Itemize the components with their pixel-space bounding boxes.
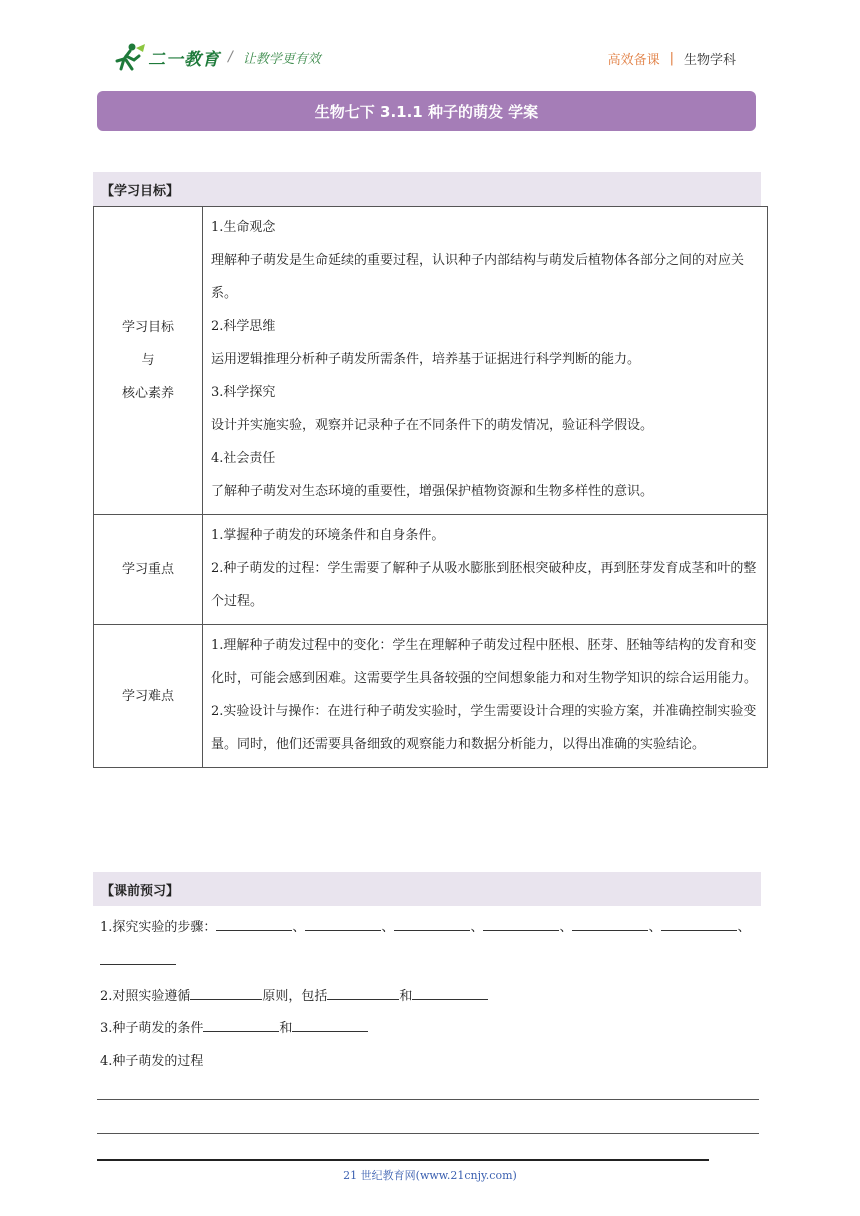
content-line: 2.种子萌发的过程：学生需要了解种子从吸水膨胀到胚根突破种皮，再到胚芽发育成茎和叶的整个过程。: [211, 561, 757, 609]
table-row: [94, 515, 768, 625]
fill-blank[interactable]: [292, 1017, 368, 1032]
fill-blank[interactable]: [190, 985, 262, 1000]
question-text: 2.对照实验遵循: [100, 989, 191, 1004]
content-line: 设计并实施实验，观察并记录种子在不同条件下的萌发情况，验证科学假设。: [211, 418, 654, 433]
content-line: 2.实验设计与操作：在进行种子萌发实验时，学生需要设计合理的实验方案，并准确控制实验变量。同时，他们还需要具备细致的观察能力和数据分析能力，以得出准确的实验结论。: [211, 704, 757, 752]
header-label-a: 高效备课: [607, 53, 660, 68]
question-text: 3.种子萌发的条件: [100, 1021, 204, 1036]
question-text: 原则，包括: [262, 989, 328, 1004]
fill-blank[interactable]: [661, 916, 737, 931]
section-heading-goals: 【学习目标】: [93, 172, 761, 206]
separator: 、: [737, 920, 751, 935]
fill-blank[interactable]: [305, 916, 381, 931]
fill-blank[interactable]: [412, 985, 488, 1000]
logo: [112, 42, 321, 72]
content-line: 1.生命观念: [211, 220, 276, 235]
table-row: [94, 207, 768, 515]
header-separator: |: [669, 51, 674, 66]
label-line: 核心素养: [121, 386, 174, 401]
preview-question-3: [100, 1017, 368, 1036]
label-line: 学习难点: [121, 688, 174, 704]
row-label: [94, 207, 203, 515]
preview-question-4: 4.种子萌发的过程: [100, 1054, 204, 1069]
label-line: 与: [141, 353, 155, 368]
slogan: 让教学更有效: [242, 51, 321, 67]
label-line: 学习重点: [121, 562, 174, 577]
separator: 、: [470, 920, 484, 935]
goals-table: [93, 206, 768, 768]
content-line: 理解种子萌发是生命延续的重要过程，认识种子内部结构与萌发后植物体各部分之间的对应关系。: [211, 253, 745, 301]
row-content: [203, 625, 768, 768]
content-line: 1.理解种子萌发过程中的变化：学生在理解种子萌发过程中胚根、胚芽、胚轴等结构的发育和变化时，可能会感到困难。这需要学生具备较强的空间想象能力和对生物学知识的综合运用能力。: [211, 638, 758, 686]
fill-blank[interactable]: [572, 916, 648, 931]
question-text: 1.探究实验的步骤：: [100, 920, 217, 935]
separator: 、: [292, 920, 306, 935]
answer-line[interactable]: [97, 1099, 759, 1100]
footer-text: 21 世纪教育网(www.21cnjy.com): [343, 1169, 517, 1182]
fill-blank[interactable]: [203, 1017, 279, 1032]
answer-line[interactable]: [97, 1133, 759, 1134]
slogan-divider: /: [228, 49, 233, 65]
label-line: 学习目标: [121, 320, 174, 335]
row-label: [94, 515, 203, 625]
page-title: 生物七下 3.1.1 种子的萌发 学案: [97, 91, 756, 131]
fill-blank[interactable]: [100, 950, 176, 965]
fill-blank[interactable]: [327, 985, 399, 1000]
fill-blank[interactable]: [483, 916, 559, 931]
content-line: 4.社会责任: [211, 451, 276, 466]
fill-blank[interactable]: [394, 916, 470, 931]
answer-line[interactable]: [97, 1159, 709, 1161]
section-heading-preview: 【课前预习】: [93, 872, 761, 906]
content-line: 2.科学思维: [211, 319, 276, 334]
preview-question-2: [100, 985, 488, 1004]
question-text: 和: [399, 989, 413, 1004]
row-content: [203, 515, 768, 625]
separator: 、: [381, 920, 395, 935]
separator: 、: [648, 920, 662, 935]
runner-logo-icon: [112, 42, 146, 72]
table-row: [94, 625, 768, 768]
content-line: 了解种子萌发对生态环境的重要性，增强保护植物资源和生物多样性的意识。: [211, 484, 654, 499]
page-header: [0, 0, 860, 80]
row-content: [203, 207, 768, 515]
logo-text: 二一教育: [148, 49, 220, 70]
content-line: 运用逻辑推理分析种子萌发所需条件，培养基于证据进行科学判断的能力。: [211, 352, 641, 367]
content-line: 3.科学探究: [211, 385, 276, 400]
header-label-b: 生物学科: [683, 53, 736, 68]
row-label: [94, 625, 203, 768]
separator: 、: [559, 920, 573, 935]
content-line: 1.掌握种子萌发的环境条件和自身条件。: [211, 528, 445, 543]
header-right: [608, 49, 736, 68]
fill-blank[interactable]: [216, 916, 292, 931]
preview-question-1-cont: [100, 950, 176, 969]
question-text: 和: [279, 1021, 293, 1036]
preview-question-1: [100, 916, 751, 935]
